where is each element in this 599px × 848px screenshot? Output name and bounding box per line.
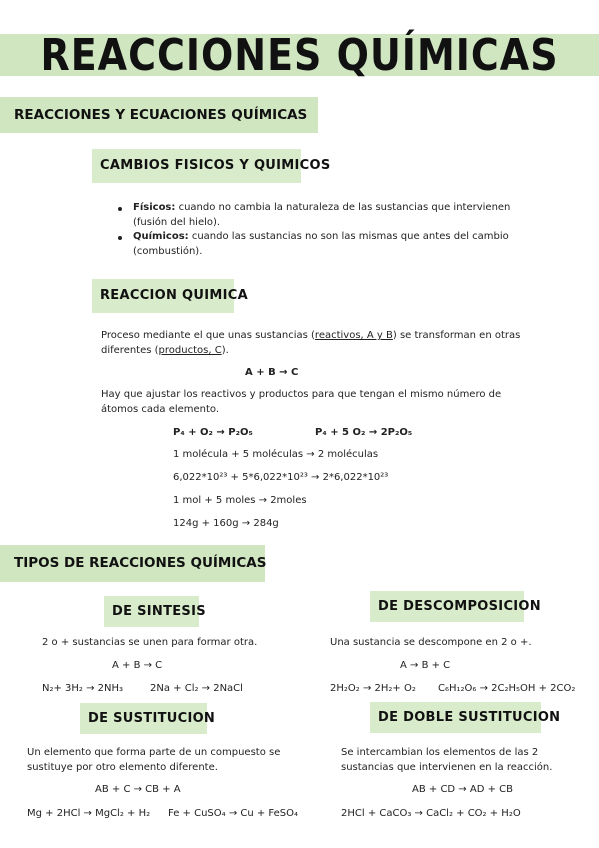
- type-general-equation: AB + CD → AD + CB: [412, 784, 513, 795]
- type-description: Un elemento que forma parte de un compuesto se: [27, 747, 281, 758]
- type-example: 2Na + Cl₂ → 2NaCl: [150, 683, 243, 694]
- subheading-sustitucion: DE SUSTITUCION: [88, 711, 216, 726]
- type-general-equation: AB + C → CB + A: [95, 784, 181, 795]
- underlined-term-productos: productos, C: [158, 345, 222, 356]
- type-description: Se intercambian los elementos de las 2: [341, 747, 539, 758]
- text-span: ) se transforman en otras: [392, 330, 521, 341]
- unbalanced-equation: P₄ + O₂ → P₂O₅: [173, 427, 253, 438]
- underlined-term-reactivos: reactivos, A y B: [314, 330, 393, 341]
- text-span: Proceso mediante el que unas sustancias (: [101, 330, 315, 341]
- section-heading-box: [0, 545, 265, 582]
- type-example: 2H₂O₂ → 2H₂+ O₂: [330, 683, 416, 694]
- page-title: REACCIONES QUÍMICAS: [40, 29, 559, 81]
- subheading-box: [80, 703, 216, 734]
- ratio-line: 124g + 160g → 284g: [173, 518, 279, 529]
- type-example: 2HCl + CaCO₃ → CaCl₂ + CO₂ + H₂O: [341, 808, 521, 819]
- list-item: [133, 200, 510, 215]
- text-span: ).: [221, 345, 229, 356]
- section-heading-box: [0, 97, 318, 133]
- text-span: diferentes (: [101, 345, 159, 356]
- term-quimicos: Químicos:: [133, 231, 189, 242]
- subheading-box: [104, 596, 206, 627]
- type-example: Fe + CuSO₄ → Cu + FeSO₄: [168, 808, 299, 819]
- list-item: [133, 229, 509, 244]
- subheading-descomposicion: DE DESCOMPOSICION: [378, 599, 541, 614]
- subheading-box: [370, 702, 561, 733]
- ratio-line: 6,022*10²³ + 5*6,022*10²³ → 2*6,022*10²³: [173, 472, 389, 483]
- subheading-box: [92, 279, 248, 313]
- paragraph-line: [101, 343, 229, 358]
- subheading-box: [370, 591, 541, 622]
- balanced-equation: P₄ + 5 O₂ → 2P₂O₅: [315, 427, 413, 438]
- type-description: 2 o + sustancias se unen para formar otra.: [42, 637, 258, 648]
- list-item-cont: (fusión del hielo).: [133, 217, 221, 228]
- subheading-reaccion: REACCION QUIMICA: [100, 288, 248, 303]
- section-heading: TIPOS DE REACCIONES QUÍMICAS: [14, 555, 267, 571]
- type-example: Mg + 2HCl → MgCl₂ + H₂: [27, 808, 151, 819]
- list-item-text: cuando no cambia la naturaleza de las sustancias que intervienen: [178, 202, 511, 213]
- paragraph-line: átomos cada elemento.: [101, 404, 220, 415]
- subheading-cambios: CAMBIOS FISICOS Y QUIMICOS: [100, 158, 331, 173]
- type-description: sustancias que intervienen en la reacción.: [341, 762, 553, 773]
- subheading-doble: DE DOBLE SUSTITUCION: [378, 710, 561, 725]
- bullet: [118, 207, 122, 211]
- subheading-box: [92, 149, 331, 183]
- general-equation: A + B → C: [245, 367, 299, 378]
- type-general-equation: A → B + C: [400, 660, 451, 671]
- ratio-line: 1 mol + 5 moles → 2moles: [173, 495, 307, 506]
- term-fisicos: Físicos:: [133, 202, 176, 213]
- paragraph-line: [101, 328, 520, 343]
- paragraph-line: Hay que ajustar los reactivos y productos para que tengan el mismo número de: [101, 389, 502, 400]
- section-heading: REACCIONES Y ECUACIONES QUÍMICAS: [14, 107, 308, 123]
- type-description: Una sustancia se descompone en 2 o +.: [330, 637, 532, 648]
- type-example: N₂+ 3H₂ → 2NH₃: [42, 683, 124, 694]
- type-description: sustituye por otro elemento diferente.: [27, 762, 218, 773]
- bullet: [118, 236, 122, 240]
- list-item-text: cuando las sustancias no son las mismas que antes del cambio: [191, 231, 509, 242]
- type-general-equation: A + B → C: [112, 660, 163, 671]
- type-example: C₆H₁₂O₆ → 2C₂H₅OH + 2CO₂: [438, 683, 576, 694]
- subheading-sintesis: DE SINTESIS: [112, 604, 206, 619]
- ratio-line: 1 molécula + 5 moléculas → 2 moléculas: [173, 449, 379, 460]
- list-item-cont: (combustión).: [133, 246, 203, 257]
